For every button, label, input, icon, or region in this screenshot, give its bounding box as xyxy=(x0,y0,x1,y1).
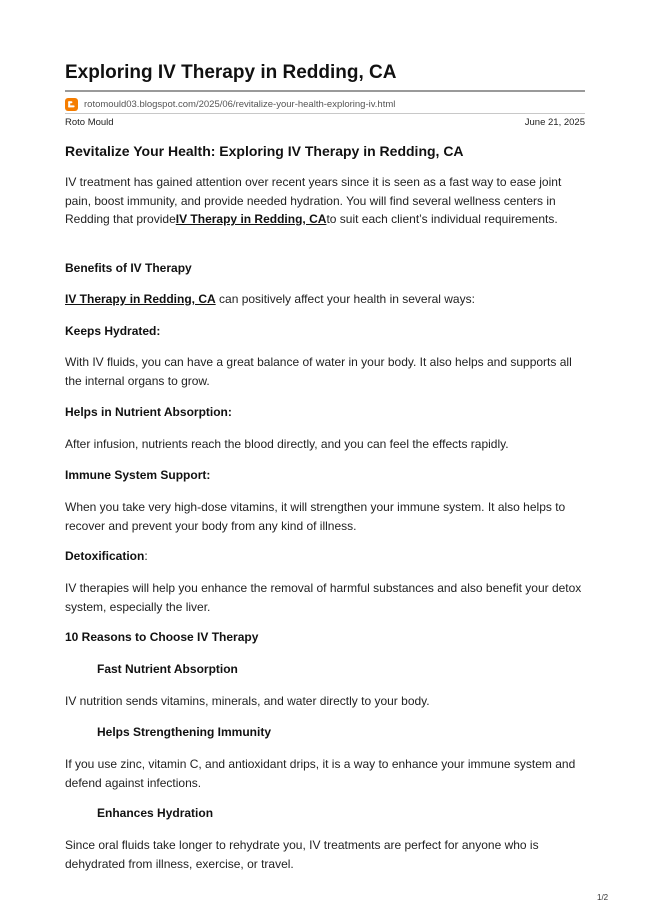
detox-heading xyxy=(65,549,585,563)
reason-3-text: Since oral fluids take longer to rehydrate you, IV treatments are perfect for anyone who is dehydrated from illness, exercise, or travel. xyxy=(65,838,539,871)
benefits-paragraph xyxy=(65,290,585,309)
nutrient-text: After infusion, nutrients reach the blood directly, and you can feel the effects rapidly. xyxy=(65,437,509,451)
detox-text: IV therapies will help you enhance the removal of harmful substances and also benefit your detox system, especially the liver. xyxy=(65,581,582,614)
publish-date: June 21, 2025 xyxy=(524,117,585,128)
hydrated-text: With IV fluids, you can have a great balance of water in your body. It also helps and supports all the internal organs to grow. xyxy=(65,355,572,388)
immune-heading: Immune System Support: xyxy=(65,468,211,482)
reason-2-heading: Helps Strengthening Immunity xyxy=(97,725,272,739)
title-divider xyxy=(65,90,585,92)
hydrated-heading: Keeps Hydrated: xyxy=(65,324,161,338)
reasons-heading: 10 Reasons to Choose IV Therapy xyxy=(65,630,259,644)
meta-row xyxy=(65,117,585,128)
article-heading: Revitalize Your Health: Exploring IV Therapy in Redding, CA xyxy=(65,143,464,159)
reason-1-text: IV nutrition sends vitamins, minerals, and water directly to your body. xyxy=(65,694,430,708)
author: Roto Mould xyxy=(65,117,114,128)
page-title: Exploring IV Therapy in Redding, CA xyxy=(65,62,397,83)
iv-therapy-link-benefits[interactable]: IV Therapy in Redding, CA xyxy=(65,292,216,306)
immune-text: When you take very high-dose vitamins, it will strengthen your immune system. It also helps to recover and prevent your body from any kind of illness. xyxy=(65,500,566,533)
benefits-text: can positively affect your health in several ways: xyxy=(215,292,475,306)
source-url[interactable]: rotomould03.blogspot.com/2025/06/revitalize-your-health-exploring-iv.html xyxy=(84,98,396,110)
intro-text-2: to suit each client’s individual requirements. xyxy=(326,212,558,226)
reason-1-heading: Fast Nutrient Absorption xyxy=(97,662,238,676)
blogger-icon xyxy=(65,98,78,111)
page-number: 1/2 xyxy=(597,893,609,902)
reason-2-text: If you use zinc, vitamin C, and antioxidant drips, it is a way to enhance your immune system and defend against infections. xyxy=(65,757,576,790)
nutrient-heading: Helps in Nutrient Absorption: xyxy=(65,405,232,419)
url-divider xyxy=(65,113,585,114)
source-url-row xyxy=(65,96,585,112)
intro-paragraph xyxy=(65,173,585,229)
reason-3-heading: Enhances Hydration xyxy=(97,806,214,820)
detox-heading-label: Detoxification xyxy=(65,549,145,563)
benefits-heading: Benefits of IV Therapy xyxy=(65,261,192,275)
detox-heading-colon: : xyxy=(144,549,148,563)
intro-text-1: IV treatment has gained attention over recent years since it is seen as a fast way to ease joint pain, boost immunity, and provide needed hydration. You will find several wellness centers in Redding that provide xyxy=(65,175,562,226)
iv-therapy-link-intro[interactable]: IV Therapy in Redding, CA xyxy=(175,212,327,226)
